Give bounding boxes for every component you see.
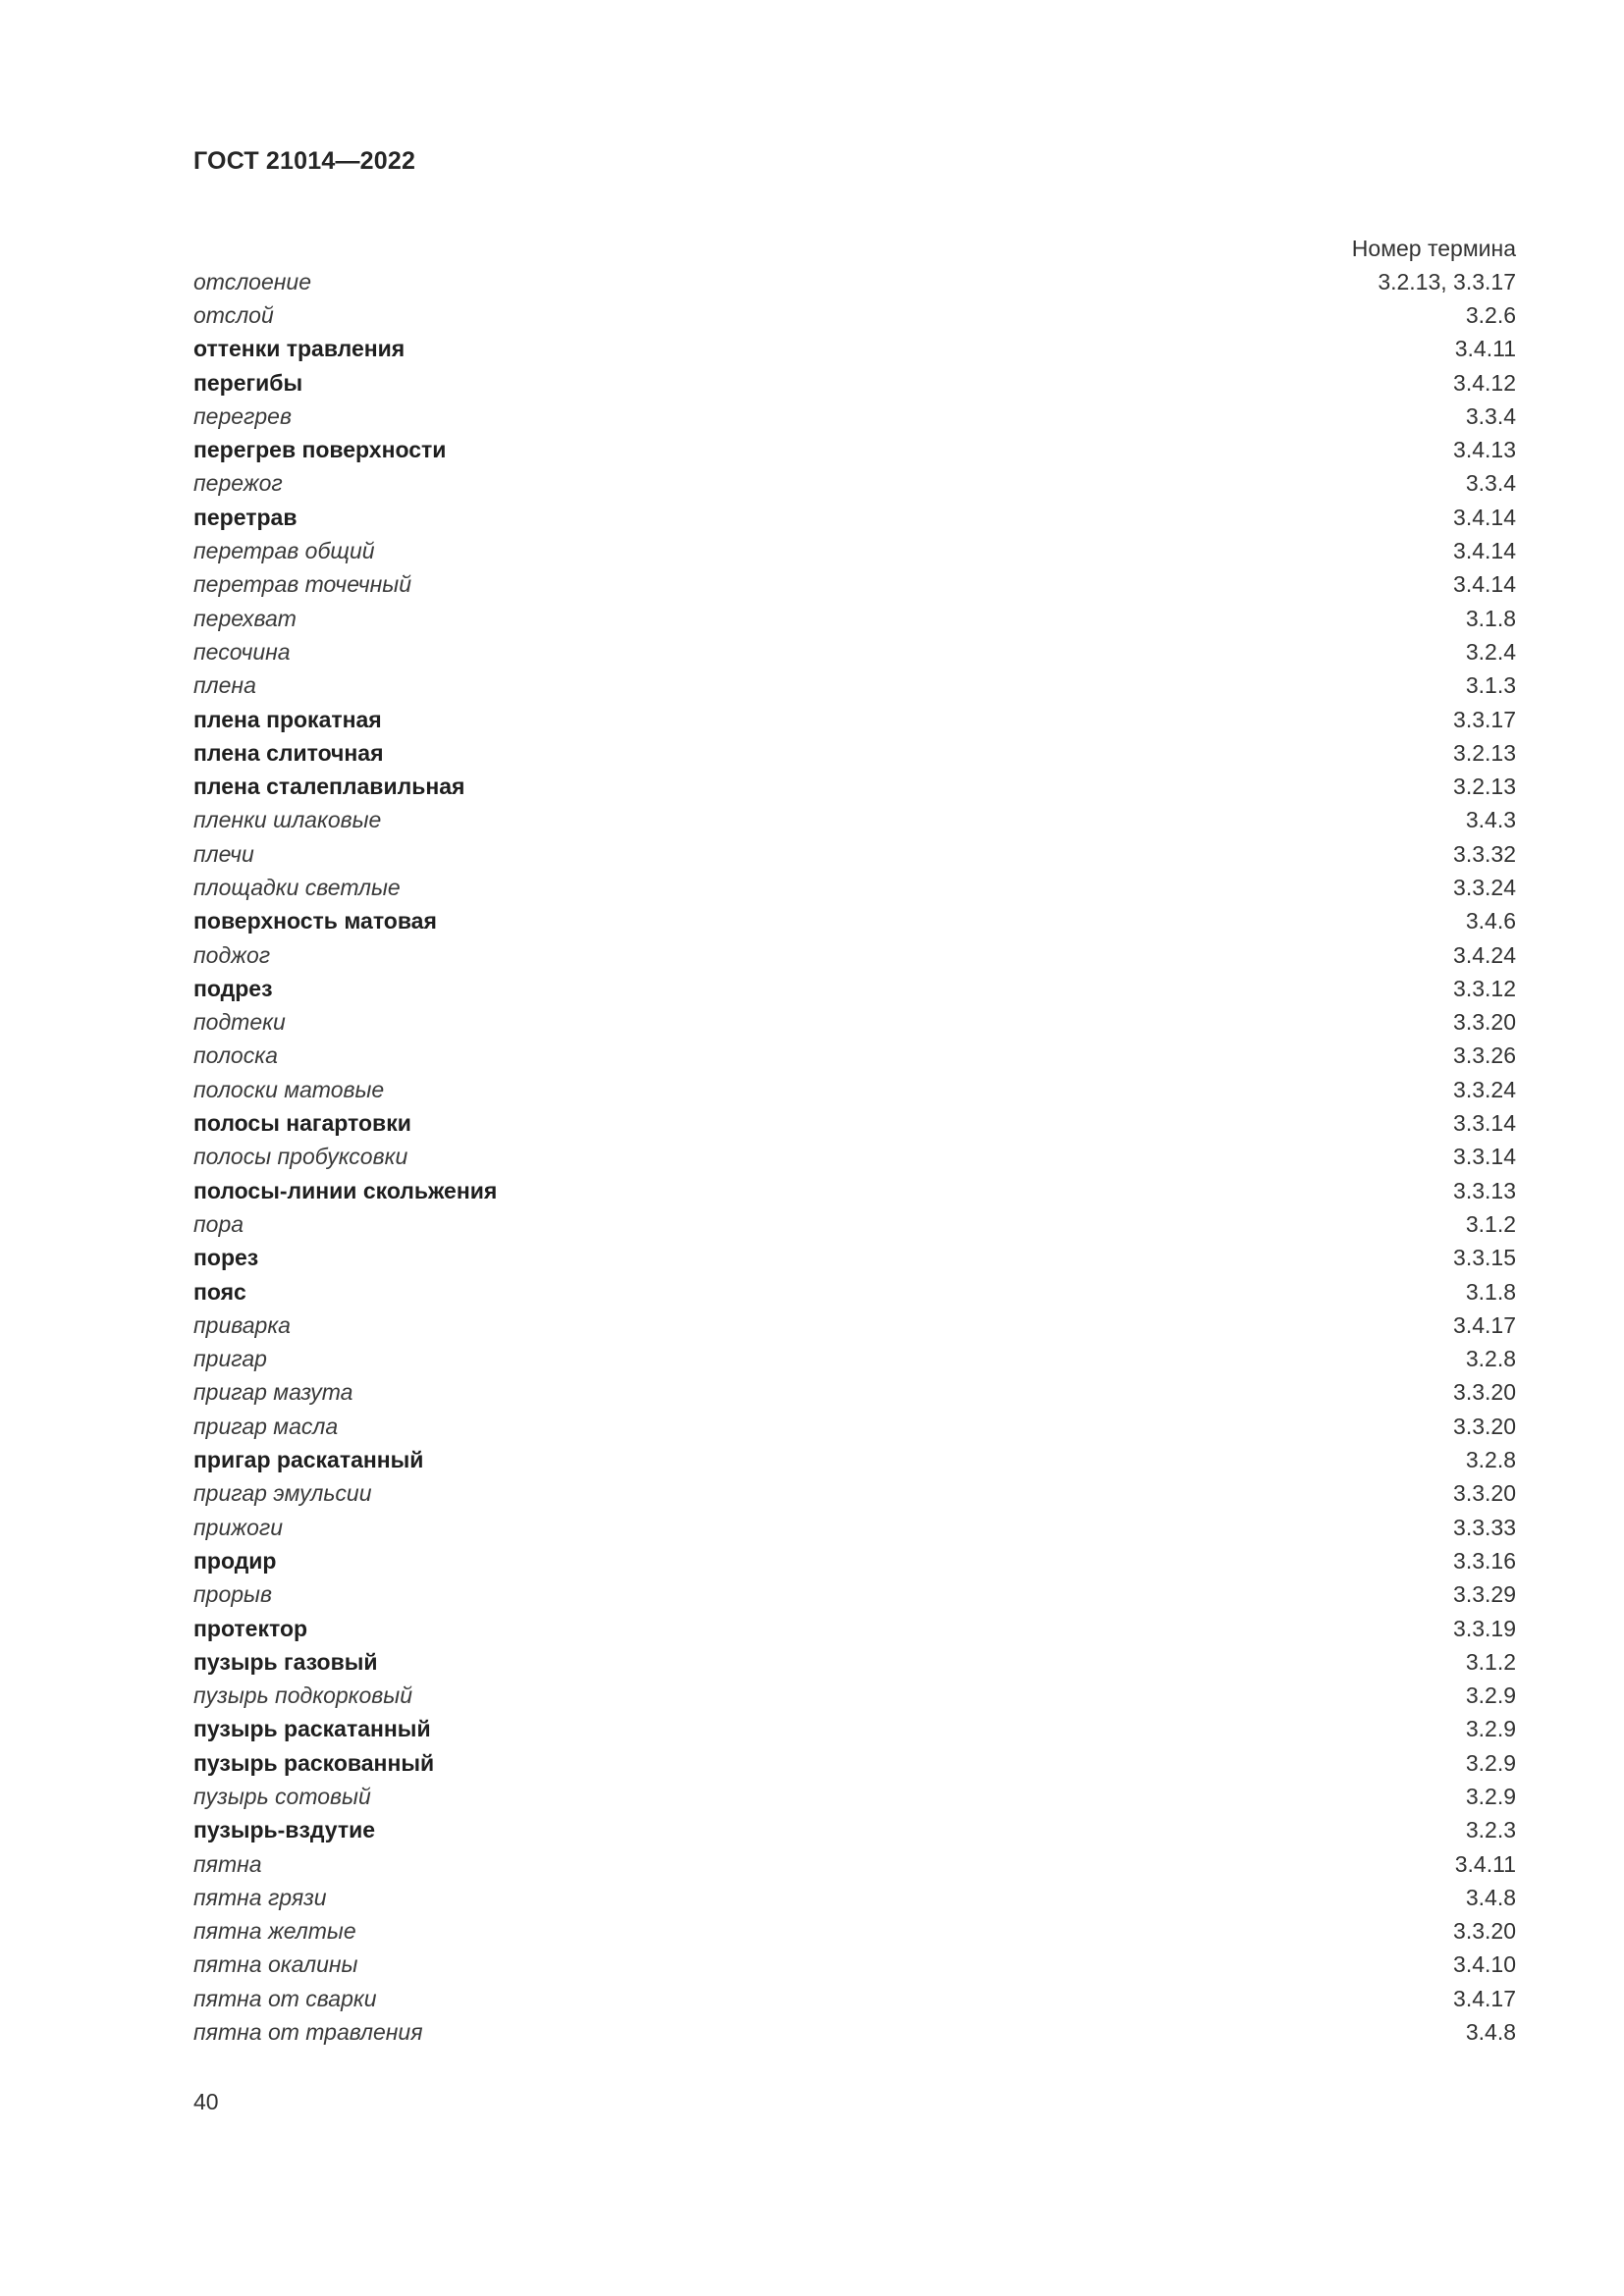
term-number: 3.2.13 — [1453, 739, 1516, 766]
term-number: 3.3.20 — [1453, 1413, 1516, 1439]
term-number: 3.2.8 — [1465, 1346, 1516, 1372]
term-number: 3.4.8 — [1465, 2019, 1516, 2046]
index-term: полосы-линии скольжения — [193, 1177, 498, 1203]
term-number: 3.2.6 — [1465, 301, 1516, 328]
term-number: 3.2.9 — [1465, 1682, 1516, 1709]
term-number: 3.3.33 — [1453, 1514, 1516, 1540]
term-number: 3.3.24 — [1453, 1076, 1516, 1102]
index-row — [193, 1443, 1516, 1476]
index-term: перетрав точечный — [193, 571, 411, 598]
index-term: плена прокатная — [193, 706, 382, 732]
index-row — [193, 770, 1516, 803]
index-row — [193, 333, 1516, 366]
term-number: 3.2.4 — [1465, 638, 1516, 665]
index-term: пленки шлаковые — [193, 807, 382, 833]
index-row — [193, 1612, 1516, 1645]
term-number: 3.4.24 — [1453, 941, 1516, 968]
term-number: 3.4.12 — [1453, 369, 1516, 396]
term-number: 3.2.9 — [1465, 1716, 1516, 1742]
index-term: пятна от сварки — [193, 1985, 377, 2011]
index-term: пузырь раскованный — [193, 1749, 435, 1776]
index-term: продир — [193, 1547, 277, 1574]
column-header-term-number: Номер термина — [1351, 236, 1516, 261]
index-term: перетрав — [193, 504, 298, 530]
index-row — [193, 871, 1516, 904]
page-number: 40 — [193, 2089, 219, 2114]
index-term: перегрев поверхности — [193, 437, 447, 463]
index-row — [193, 1477, 1516, 1511]
index-term: пора — [193, 1210, 244, 1237]
index-row — [193, 905, 1516, 938]
index-term: пузырь сотовый — [193, 1784, 371, 1809]
index-row — [193, 1141, 1516, 1174]
index-row — [193, 736, 1516, 770]
term-number: 3.3.15 — [1453, 1245, 1516, 1271]
term-number: 3.3.13 — [1453, 1177, 1516, 1203]
term-number: 3.4.17 — [1453, 1311, 1516, 1338]
index-row — [193, 501, 1516, 534]
term-number: 3.3.19 — [1453, 1615, 1516, 1641]
index-term: пузырь подкорковый — [193, 1682, 413, 1709]
term-number: 3.4.6 — [1465, 908, 1516, 934]
index-term: поджог — [193, 941, 271, 968]
term-number: 3.3.32 — [1453, 840, 1516, 867]
term-number: 3.4.14 — [1453, 571, 1516, 598]
index-row — [193, 1106, 1516, 1140]
term-number: 3.3.12 — [1453, 975, 1516, 1001]
index-term: приварка — [193, 1311, 291, 1338]
index-term: пузырь раскатанный — [193, 1716, 431, 1742]
term-number: 3.3.20 — [1453, 1379, 1516, 1406]
term-number: 3.2.8 — [1465, 1447, 1516, 1473]
index-row — [193, 433, 1516, 466]
index-term: перегрев — [193, 402, 292, 429]
index-term: отслой — [193, 301, 274, 328]
index-row — [193, 1073, 1516, 1106]
index-row — [193, 1713, 1516, 1746]
index-term: пятна желтые — [193, 1918, 356, 1945]
term-number: 3.3.20 — [1453, 1480, 1516, 1507]
term-number: 3.1.8 — [1465, 605, 1516, 631]
term-number: 3.1.2 — [1465, 1648, 1516, 1675]
index-term: перехват — [193, 605, 297, 631]
term-number: 3.3.20 — [1453, 1918, 1516, 1945]
term-number: 3.2.9 — [1465, 1784, 1516, 1809]
index-row — [193, 1343, 1516, 1376]
index-row — [193, 1814, 1516, 1847]
index-term: полоски матовые — [193, 1076, 385, 1102]
index-row — [193, 1679, 1516, 1712]
term-number: 3.3.29 — [1453, 1581, 1516, 1608]
index-term: пригар мазута — [193, 1379, 353, 1406]
term-number: 3.4.11 — [1454, 1850, 1516, 1877]
index-term: пригар раскатанный — [193, 1447, 424, 1473]
index-term: пояс — [193, 1278, 246, 1305]
index-term: подтеки — [193, 1009, 286, 1036]
index-row — [193, 1376, 1516, 1410]
index-row — [193, 1645, 1516, 1679]
term-number: 3.3.4 — [1465, 470, 1516, 497]
index-term: плечи — [193, 840, 254, 867]
index-term: плена сталеплавильная — [193, 774, 465, 800]
term-number: 3.3.24 — [1453, 874, 1516, 900]
term-number: 3.4.14 — [1453, 538, 1516, 564]
index-term: отслоение — [193, 268, 311, 294]
index-row — [193, 1040, 1516, 1073]
term-number: 3.3.17 — [1453, 706, 1516, 732]
term-number: 3.2.13 — [1453, 774, 1516, 800]
term-number: 3.4.3 — [1465, 807, 1516, 833]
index-term: прорыв — [193, 1581, 272, 1608]
index-row — [193, 1410, 1516, 1443]
index-row — [193, 972, 1516, 1005]
index-row — [193, 669, 1516, 703]
term-number: 3.3.14 — [1453, 1144, 1516, 1170]
index-row — [193, 534, 1516, 567]
index-row — [193, 804, 1516, 837]
index-row — [193, 938, 1516, 972]
term-number: 3.4.8 — [1465, 1884, 1516, 1910]
index-term: пузырь-вздутие — [193, 1817, 376, 1843]
index-term: плена слиточная — [193, 739, 384, 766]
index-term: пятна грязи — [193, 1884, 327, 1910]
index-term: пятна от травления — [193, 2019, 423, 2046]
index-row — [193, 2015, 1516, 2049]
index-term: пригар масла — [193, 1413, 339, 1439]
index-row — [193, 1308, 1516, 1342]
index-term: песочина — [193, 638, 291, 665]
index-term: полоска — [193, 1042, 278, 1069]
term-number: 3.4.17 — [1453, 1985, 1516, 2011]
term-number: 3.2.9 — [1465, 1749, 1516, 1776]
index-term: протектор — [193, 1615, 308, 1641]
index-term: площадки светлые — [193, 874, 401, 900]
term-number: 3.4.10 — [1453, 1951, 1516, 1978]
index-row — [193, 1915, 1516, 1949]
index-row — [193, 1174, 1516, 1207]
index-term: пригар — [193, 1346, 267, 1372]
term-number: 3.3.4 — [1465, 402, 1516, 429]
index-row — [193, 400, 1516, 433]
index-row — [193, 1746, 1516, 1780]
index-row — [193, 467, 1516, 501]
index-row — [193, 265, 1516, 298]
index-term: полосы нагартовки — [193, 1110, 411, 1137]
document-code: ГОСТ 21014—2022 — [193, 147, 416, 175]
index-term: пережог — [193, 470, 283, 497]
index-term: пятна — [193, 1850, 262, 1877]
index-term: прижоги — [193, 1514, 283, 1540]
index-term: порез — [193, 1245, 259, 1271]
index-row — [193, 1544, 1516, 1577]
index-row — [193, 703, 1516, 736]
index-term: перетрав общий — [193, 538, 375, 564]
term-number: 3.1.2 — [1465, 1210, 1516, 1237]
index-term: перегибы — [193, 369, 303, 396]
index-row — [193, 1242, 1516, 1275]
index-row — [193, 1982, 1516, 2015]
index-term: подрез — [193, 975, 273, 1001]
index-row — [193, 366, 1516, 400]
index-term: пятна окалины — [193, 1951, 358, 1978]
term-number: 3.4.11 — [1454, 336, 1516, 362]
index-row — [193, 837, 1516, 871]
index-term: пузырь газовый — [193, 1648, 378, 1675]
index-row — [193, 1207, 1516, 1241]
term-number: 3.4.13 — [1453, 437, 1516, 463]
term-number: 3.1.3 — [1465, 672, 1516, 699]
term-number: 3.2.13, 3.3.17 — [1378, 268, 1516, 294]
index-row — [193, 568, 1516, 602]
index-row — [193, 1949, 1516, 1982]
term-number: 3.3.20 — [1453, 1009, 1516, 1036]
index-row — [193, 635, 1516, 668]
term-number: 3.4.14 — [1453, 504, 1516, 530]
index-row — [193, 1578, 1516, 1612]
term-number: 3.3.14 — [1453, 1110, 1516, 1137]
index-row — [193, 298, 1516, 332]
term-number: 3.3.16 — [1453, 1547, 1516, 1574]
term-number: 3.3.26 — [1453, 1042, 1516, 1069]
index-row — [193, 1006, 1516, 1040]
term-number: 3.1.8 — [1465, 1278, 1516, 1305]
index-row — [193, 1275, 1516, 1308]
index-row — [193, 602, 1516, 635]
index-term: плена — [193, 672, 256, 699]
term-number: 3.2.3 — [1465, 1817, 1516, 1843]
index-row — [193, 1881, 1516, 1914]
index-row — [193, 1847, 1516, 1881]
index-term: оттенки травления — [193, 336, 406, 362]
index-term: пригар эмульсии — [193, 1480, 372, 1507]
index-term: поверхность матовая — [193, 908, 437, 934]
term-index-list — [193, 265, 1516, 2050]
index-row — [193, 1511, 1516, 1544]
index-row — [193, 1780, 1516, 1813]
index-term: полосы пробуксовки — [193, 1144, 408, 1170]
